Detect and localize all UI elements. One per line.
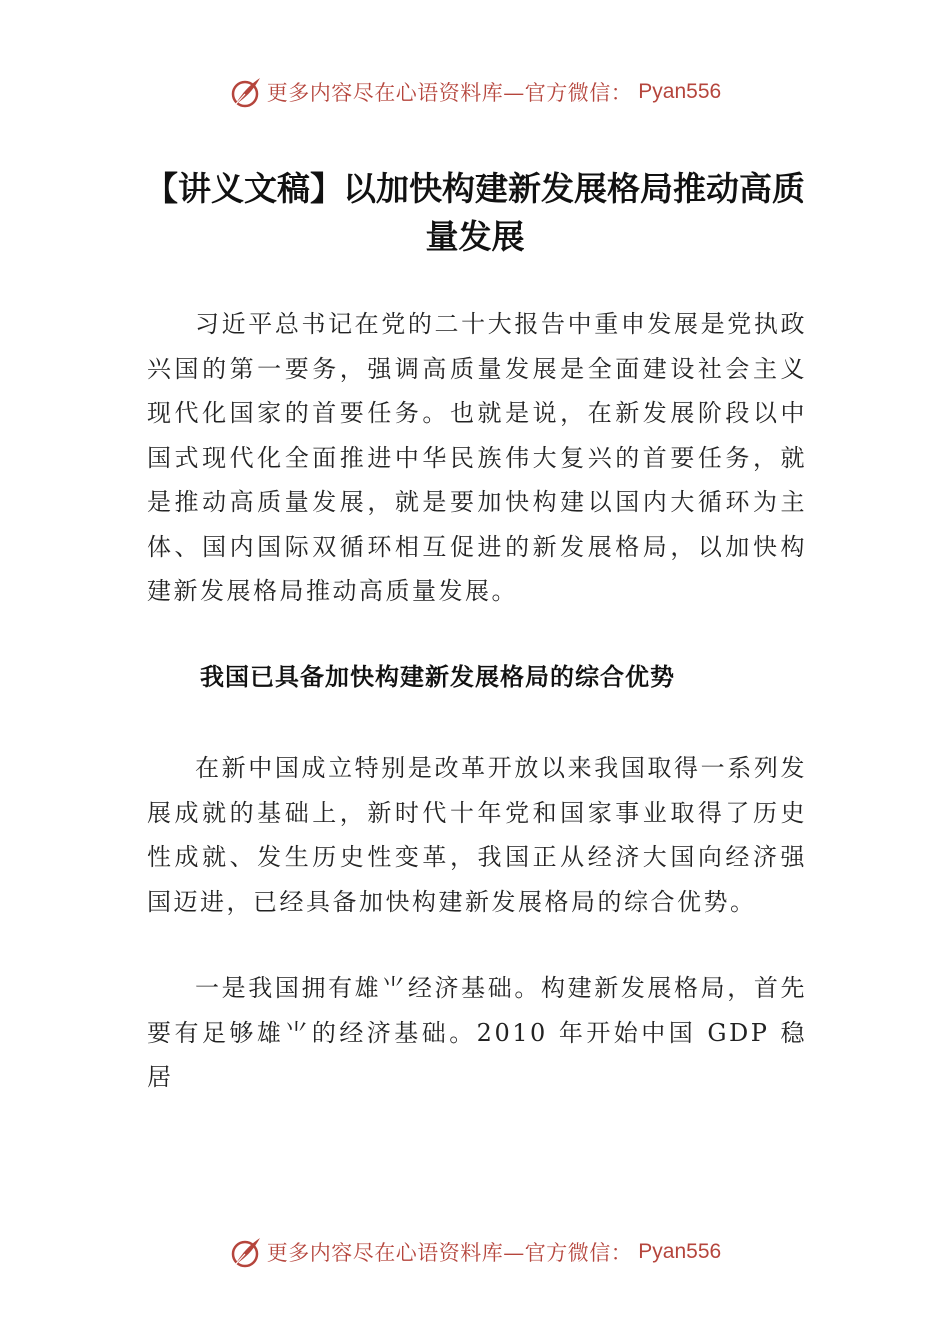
watermark-wechat-id: Pyan556 (638, 80, 722, 103)
paragraph-advantages: 在新中国成立特别是改革开放以来我国取得一系列发展成就的基础上，新时代十年党和国家事业取得了历史性成就、发生历史性变革，我国正从经济大国向经济强国迈进，已经具备加快构建新发展格局的综合优势。 (147, 754, 807, 916)
quill-logo-icon (229, 1235, 263, 1269)
paragraph-intro: 习近平总书记在党的二十大报告中重申发展是党执政兴国的第一要务，强调高质量发展是全面建设社会主义现代化国家的首要任务。也就是说，在新发展阶段以中国式现代化全面推进中华民族伟大复兴的首要任务，就是推动高质量发展，就是要加快构建以国内大循环为主体、国内国际双循环相互促进的新发展格局，以加快构建新发展格局推动高质量发展。 (147, 310, 807, 605)
document-title: 【讲义文稿】以加快构建新发展格局推动高质量发展 (145, 169, 805, 256)
watermark-wechat-id: Pyan556 (638, 1240, 722, 1263)
paragraph-economic-foundation: 一是我国拥有雄⺌经济基础。构建新发展格局，首先要有足够雄⺌的经济基础。2010 年开始中国 GDP 稳居 (147, 974, 807, 1091)
watermark-banner-bottom (0, 1232, 950, 1272)
watermark-text: 更多内容尽在心语资料库—官方微信： (266, 1241, 633, 1265)
watermark-text: 更多内容尽在心语资料库—官方微信： (266, 81, 633, 105)
watermark-banner-top (0, 72, 950, 112)
quill-logo-icon (229, 75, 263, 109)
section-heading: 我国已具备加快构建新发展格局的综合优势 (200, 663, 675, 691)
